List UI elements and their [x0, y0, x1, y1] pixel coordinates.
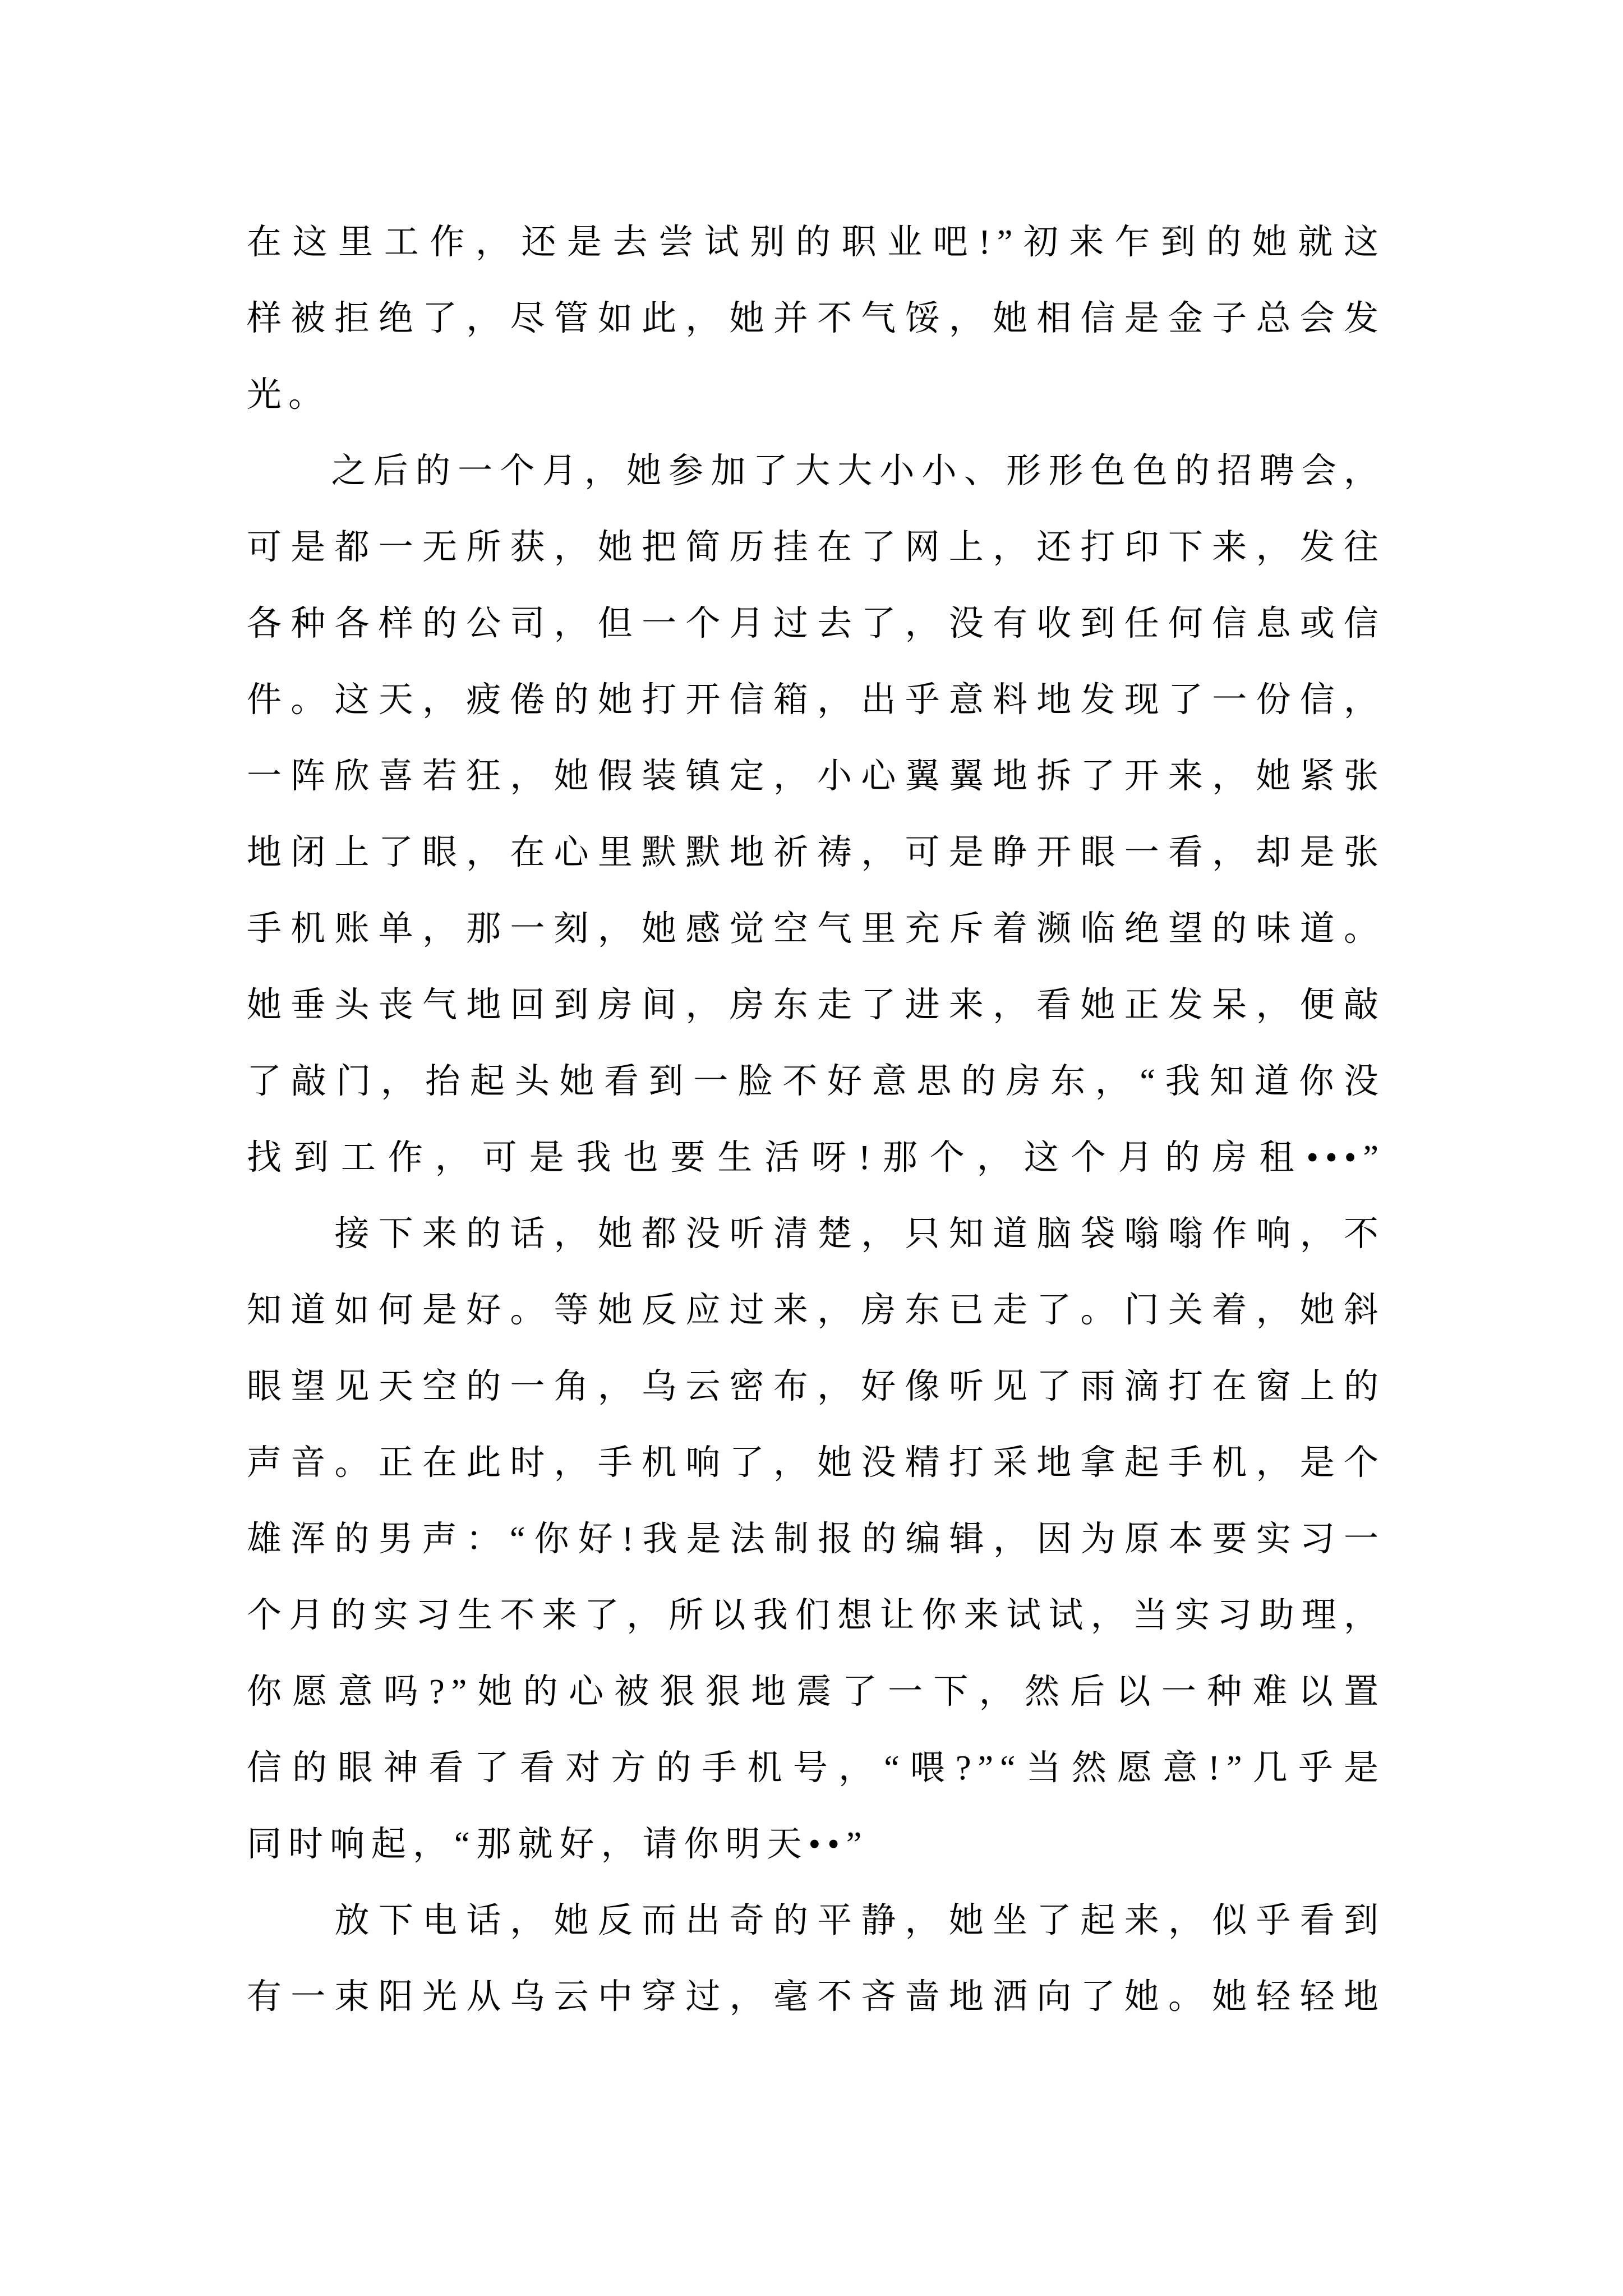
text-line: 之后的一个月，她参加了大大小小、形形色色的招聘会，: [247, 452, 1385, 490]
text-line: 件。这天，疲倦的她打开信箱，出乎意料地发现了一份信，: [247, 681, 1385, 719]
text-line: 找到工作，可是我也要生活呀!那个，这个月的房租•••”: [247, 1139, 1385, 1177]
document-text-block: [247, 204, 1385, 2035]
text-line: 信的眼神看了看对方的手机号，“喂?”“当然愿意!”几乎是: [247, 1749, 1385, 1787]
text-line: 手机账单，那一刻，她感觉空气里充斥着濒临绝望的味道。: [247, 910, 1385, 948]
text-line: 声音。正在此时，手机响了，她没精打采地拿起手机，是个: [247, 1444, 1385, 1482]
text-line: 知道如何是好。等她反应过来，房东已走了。门关着，她斜: [247, 1291, 1385, 1329]
text-line: 了敲门，抬起头她看到一脸不好意思的房东，“我知道你没: [247, 1062, 1385, 1101]
text-line: 光。: [247, 376, 330, 414]
text-line: 地闭上了眼，在心里默默地祈祷，可是睁开眼一看，却是张: [247, 834, 1385, 872]
text-line: 同时响起，“那就好，请你明天••”: [247, 1825, 869, 1864]
text-line: 放下电话，她反而出奇的平静，她坐了起来，似乎看到: [247, 1902, 1385, 1940]
text-line: 在这里工作，还是去尝试别的职业吧!”初来乍到的她就这: [247, 223, 1385, 261]
text-line: 样被拒绝了，尽管如此，她并不气馁，她相信是金子总会发: [247, 300, 1385, 338]
text-line: 有一束阳光从乌云中穿过，毫不吝啬地洒向了她。她轻轻地: [247, 1978, 1385, 2016]
text-line: 一阵欣喜若狂，她假装镇定，小心翼翼地拆了开来，她紧张: [247, 757, 1385, 795]
text-line: 你愿意吗?”她的心被狠狠地震了一下，然后以一种难以置: [247, 1673, 1385, 1711]
text-line: 个月的实习生不来了，所以我们想让你来试试，当实习助理，: [247, 1596, 1385, 1635]
text-line: 她垂头丧气地回到房间，房东走了进来，看她正发呆，便敲: [247, 986, 1385, 1024]
text-line: 接下来的话，她都没听清楚，只知道脑袋嗡嗡作响，不: [247, 1215, 1385, 1253]
text-line: 可是都一无所获，她把简历挂在了网上，还打印下来，发往: [247, 528, 1385, 567]
text-line: 各种各样的公司，但一个月过去了，没有收到任何信息或信: [247, 605, 1385, 643]
text-line: 眼望见天空的一角，乌云密布，好像听见了雨滴打在窗上的: [247, 1368, 1385, 1406]
text-line: 雄浑的男声：“你好!我是法制报的编辑，因为原本要实习一: [247, 1520, 1385, 1558]
